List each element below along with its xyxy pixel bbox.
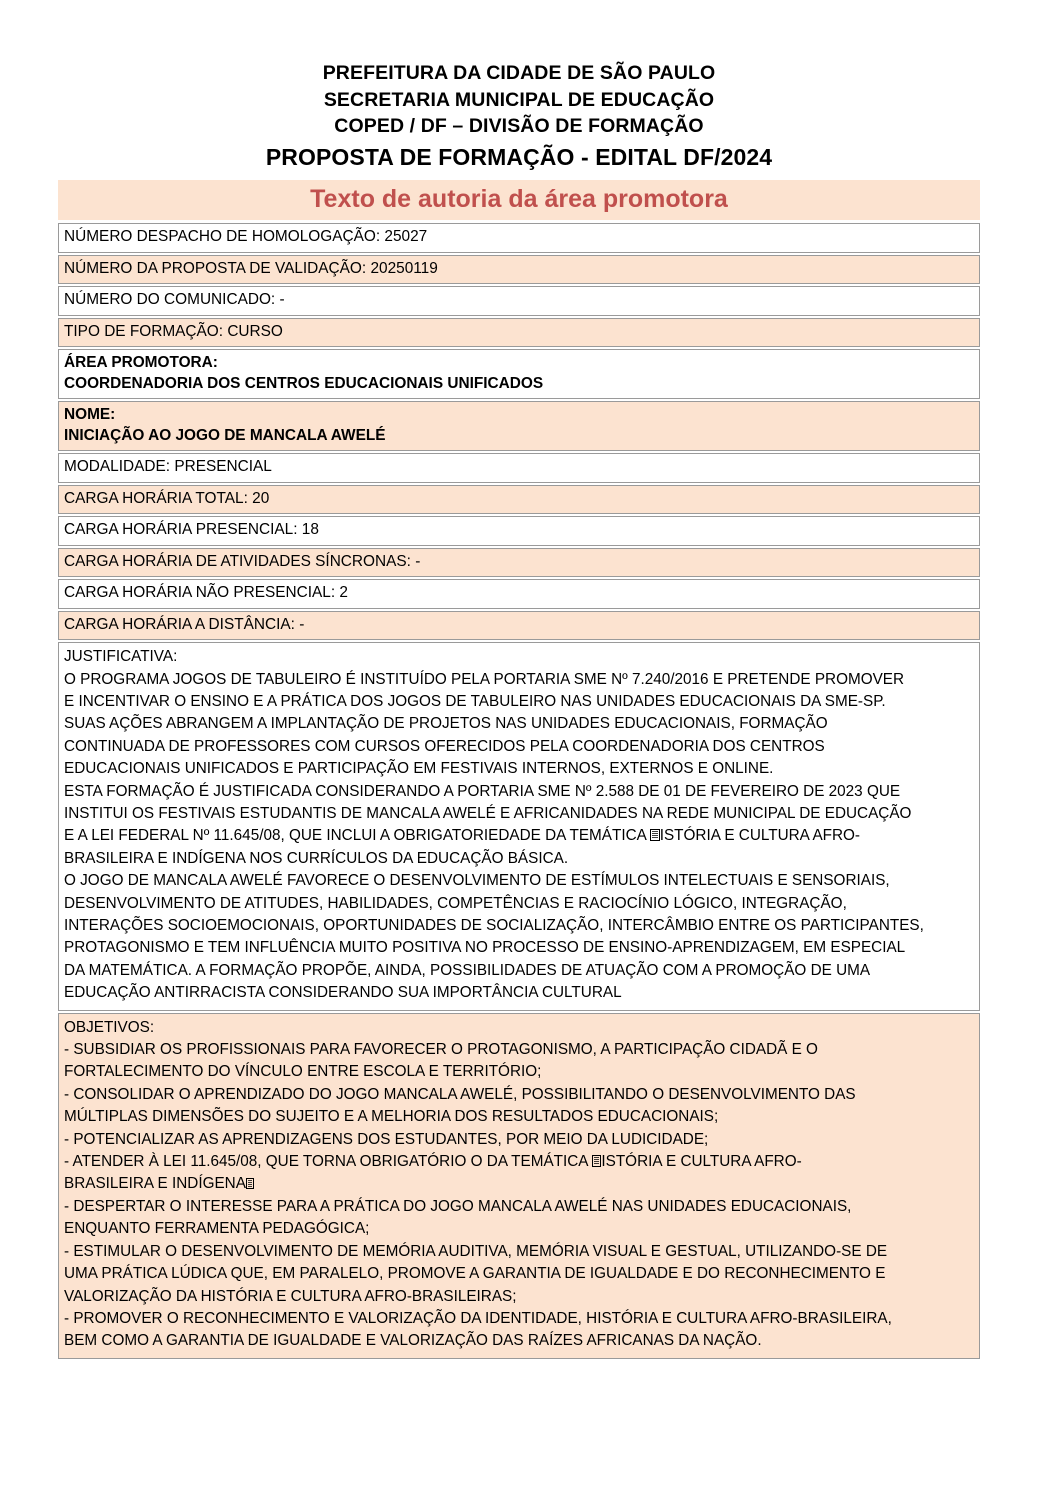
justificativa-line: INSTITUI OS FESTIVAIS ESTUDANTIS DE MANCALA AWELÉ E AFRICANIDADES NA REDE MUNICIPAL DE EDUCAÇÃO <box>64 804 912 822</box>
justificativa-line: CONTINUADA DE PROFESSORES COM CURSOS OFERECIDOS PELA COORDENADORIA DOS CENTROS <box>64 737 825 755</box>
table-row <box>58 286 980 315</box>
objetivos-indigena-text: BRASILEIRA E INDÍGENA <box>64 1175 246 1193</box>
heading-line-2: SECRETARIA MUNICIPAL DE EDUCAÇÃO <box>323 88 715 111</box>
objetivos-lei-suffix: ISTÓRIA E CULTURA AFRO- <box>601 1153 802 1171</box>
field-carga-horaria-nao-presencial: CARGA HORÁRIA NÃO PRESENCIAL: 2 <box>58 579 980 608</box>
table-row-objetivos <box>58 1013 980 1359</box>
objetivos-line: - PROMOVER O RECONHECIMENTO E VALORIZAÇÃO DA IDENTIDADE, HISTÓRIA E CULTURA AFRO-BRASILEIRA, <box>64 1309 892 1327</box>
justificativa-line: EDUCACIONAIS UNIFICADOS E PARTICIPAÇÃO EM FESTIVAIS INTERNOS, EXTERNOS E ONLINE. <box>64 760 774 778</box>
objetivos-line-indigena <box>64 1173 973 1195</box>
objetivos-line: - ESTIMULAR O DESENVOLVIMENTO DE MEMÓRIA AUDITIVA, MEMÓRIA VISUAL E GESTUAL, UTILIZANDO-SE DE <box>64 1242 888 1260</box>
heading-line-1: PREFEITURA DA CIDADE DE SÃO PAULO <box>322 62 716 84</box>
justificativa-line: PROTAGONISMO E TEM INFLUÊNCIA MUITO POSITIVA NO PROCESSO DE ENSINO-APRENDIZAGEM, EM ESPECIAL <box>64 939 906 957</box>
field-comunicado: NÚMERO DO COMUNICADO: - <box>58 286 980 315</box>
justificativa-label: JUSTIFICATIVA: <box>64 648 178 666</box>
field-objetivos <box>58 1013 980 1359</box>
justificativa-lei-prefix: E A LEI FEDERAL Nº 11.645/08, QUE INCLUI A OBRIGATORIEDADE DA TEMÁTICA <box>64 827 651 845</box>
justificativa-line: BRASILEIRA E INDÍGENA NOS CURRÍCULOS DA EDUCAÇÃO BÁSICA. <box>64 849 569 867</box>
missing-glyph-icon <box>246 1178 254 1189</box>
justificativa-line: O PROGRAMA JOGOS DE TABULEIRO É INSTITUÍDO PELA PORTARIA SME Nº 7.240/2016 E PRETENDE PROMOVER <box>64 670 905 688</box>
area-promotora-value: COORDENADORIA DOS CENTROS EDUCACIONAIS UNIFICADOS <box>64 374 544 392</box>
field-carga-horaria-presencial: CARGA HORÁRIA PRESENCIAL: 18 <box>58 516 980 545</box>
table-row <box>58 453 980 482</box>
field-carga-horaria-sincronas: CARGA HORÁRIA DE ATIVIDADES SÍNCRONAS: - <box>58 548 980 577</box>
area-promotora-label: ÁREA PROMOTORA: <box>64 354 218 372</box>
table-row <box>58 223 980 252</box>
field-modalidade: MODALIDADE: PRESENCIAL <box>58 453 980 482</box>
objetivos-label: OBJETIVOS: <box>64 1018 155 1036</box>
missing-glyph-icon <box>650 829 659 841</box>
title-band-text: Texto de autoria da área promotora <box>310 184 728 213</box>
justificativa-line: DESENVOLVIMENTO DE ATITUDES, HABILIDADES, COMPETÊNCIAS E RACIOCÍNIO LÓGICO, INTEGRAÇÃO, <box>64 894 847 912</box>
heading-line-3: COPED / DF – DIVISÃO DE FORMAÇÃO <box>334 115 704 138</box>
field-despacho: NÚMERO DESPACHO DE HOMOLOGAÇÃO: 25027 <box>58 223 980 252</box>
nome-value: INICIAÇÃO AO JOGO DE MANCALA AWELÉ <box>64 426 386 444</box>
justificativa-line: EDUCAÇÃO ANTIRRACISTA CONSIDERANDO SUA IMPORTÂNCIA CULTURAL <box>64 984 622 1002</box>
field-nome <box>58 401 980 451</box>
justificativa-line: INTERAÇÕES SOCIOEMOCIONAIS, OPORTUNIDADES DE SOCIALIZAÇÃO, INTERCÂMBIO ENTRE OS PARTICIPANTES, <box>64 917 924 935</box>
document-heading <box>58 60 980 174</box>
field-proposta-validacao: NÚMERO DA PROPOSTA DE VALIDAÇÃO: 20250119 <box>58 255 980 284</box>
field-justificativa <box>58 642 980 1011</box>
table-row <box>58 318 980 347</box>
table-row <box>58 516 980 545</box>
field-carga-horaria-distancia: CARGA HORÁRIA A DISTÂNCIA: - <box>58 611 980 640</box>
table-row <box>58 401 980 451</box>
objetivos-line: MÚLTIPLAS DIMENSÕES DO SUJEITO E A MELHORIA DOS RESULTADOS EDUCACIONAIS; <box>64 1108 719 1126</box>
table-row <box>58 349 980 399</box>
table-row-justificativa <box>58 642 980 1011</box>
table-row <box>58 611 980 640</box>
objetivos-line: - POTENCIALIZAR AS APRENDIZAGENS DOS ESTUDANTES, POR MEIO DA LUDICIDADE; <box>64 1130 709 1148</box>
objetivos-line: - CONSOLIDAR O APRENDIZADO DO JOGO MANCALA AWELÉ, POSSIBILITANDO O DESENVOLVIMENTO DAS <box>64 1085 856 1103</box>
justificativa-line: SUAS AÇÕES ABRANGEM A IMPLANTAÇÃO DE PROJETOS NAS UNIDADES EDUCACIONAIS, FORMAÇÃO <box>64 715 828 733</box>
objetivos-line: VALORIZAÇÃO DA HISTÓRIA E CULTURA AFRO-BRASILEIRAS; <box>64 1287 517 1305</box>
title-band <box>58 180 980 221</box>
objetivos-line: ENQUANTO FERRAMENTA PEDAGÓGICA; <box>64 1220 370 1238</box>
field-area-promotora <box>58 349 980 399</box>
justificativa-lei-suffix: ISTÓRIA E CULTURA AFRO- <box>659 827 861 845</box>
objetivos-line: FORTALECIMENTO DO VÍNCULO ENTRE ESCOLA E TERRITÓRIO; <box>64 1063 542 1081</box>
objetivos-lei-prefix: - ATENDER À LEI 11.645/08, QUE TORNA OBRIGATÓRIO O DA TEMÁTICA <box>64 1153 592 1171</box>
justificativa-line: E INCENTIVAR O ENSINO E A PRÁTICA DOS JOGOS DE TABULEIRO NAS UNIDADES EDUCACIONAIS DA SME-SP. <box>64 692 886 710</box>
justificativa-line: ESTA FORMAÇÃO É JUSTIFICADA CONSIDERANDO A PORTARIA SME Nº 2.588 DE 01 DE FEVEREIRO DE 2023 QUE <box>64 782 901 800</box>
objetivos-line-lei <box>64 1151 973 1173</box>
justificativa-line-lei <box>64 825 973 847</box>
missing-glyph-icon <box>592 1155 601 1167</box>
proposal-form-table <box>58 221 980 1360</box>
heading-main-line: PROPOSTA DE FORMAÇÃO - EDITAL DF/2024 <box>265 144 773 171</box>
objetivos-line: - DESPERTAR O INTERESSE PARA A PRÁTICA DO JOGO MANCALA AWELÉ NAS UNIDADES EDUCACIONAIS, <box>64 1197 852 1215</box>
table-row <box>58 579 980 608</box>
table-row <box>58 255 980 284</box>
justificativa-line: O JOGO DE MANCALA AWELÉ FAVORECE O DESENVOLVIMENTO DE ESTÍMULOS INTELECTUAIS E SENSORIAIS, <box>64 872 890 890</box>
objetivos-line: - SUBSIDIAR OS PROFISSIONAIS PARA FAVORECER O PROTAGONISMO, A PARTICIPAÇÃO CIDADÃ E O <box>64 1041 818 1059</box>
objetivos-line: UMA PRÁTICA LÚDICA QUE, EM PARALELO, PROMOVE A GARANTIA DE IGUALDADE E DO RECONHECIMENTO E <box>64 1265 886 1283</box>
table-row <box>58 485 980 514</box>
objetivos-line: BEM COMO A GARANTIA DE IGUALDADE E VALORIZAÇÃO DAS RAÍZES AFRICANAS DA NAÇÃO. <box>64 1332 762 1350</box>
field-tipo-formacao: TIPO DE FORMAÇÃO: CURSO <box>58 318 980 347</box>
field-carga-horaria-total: CARGA HORÁRIA TOTAL: 20 <box>58 485 980 514</box>
nome-label: NOME: <box>64 406 116 424</box>
justificativa-line: DA MATEMÁTICA. A FORMAÇÃO PROPÕE, AINDA, POSSIBILIDADES DE ATUAÇÃO COM A PROMOÇÃO DE UMA <box>64 961 871 979</box>
table-row <box>58 548 980 577</box>
